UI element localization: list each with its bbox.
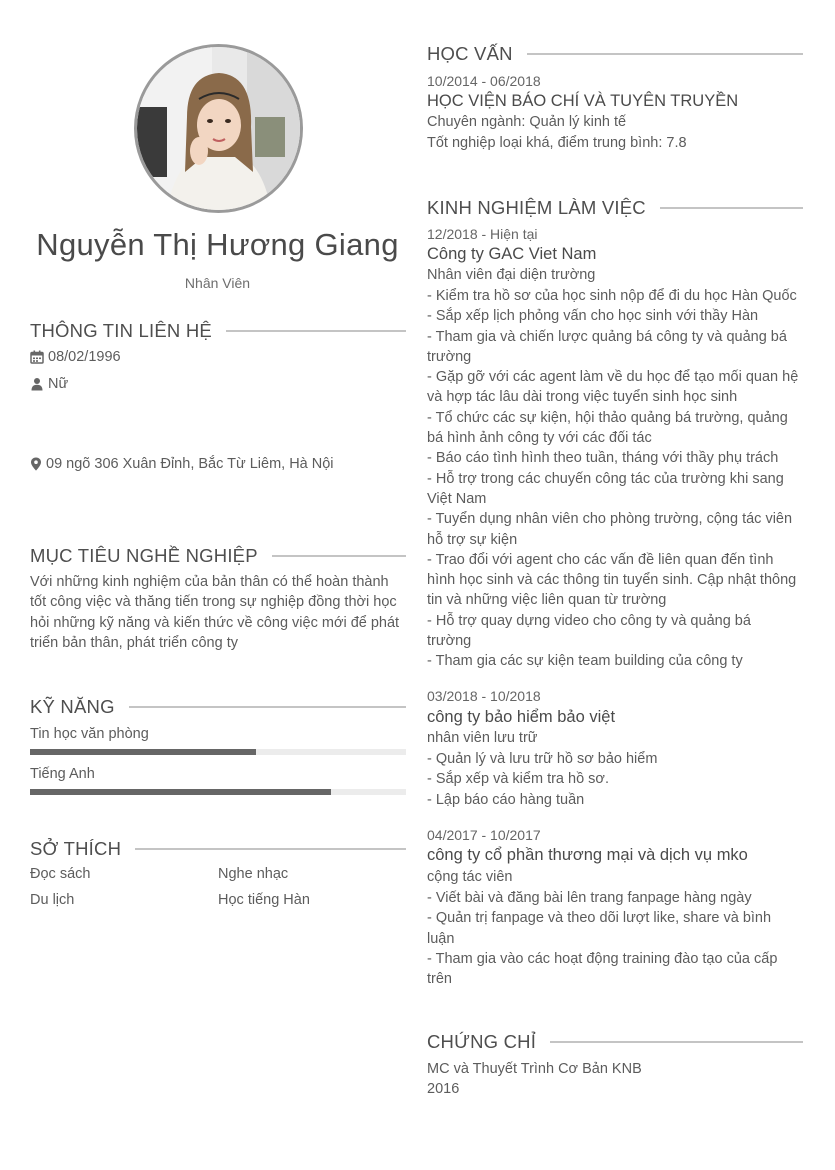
job-period: 12/2018 - Hiện tại (427, 226, 538, 242)
objective-line: tốt công việc và thăng tiến trong sự nghiệp đồng thời học (30, 594, 397, 611)
skill-bar-fill (30, 789, 331, 795)
contact-section-title: THÔNG TIN LIÊN HỆ (30, 320, 212, 341)
hobby-item: Đọc sách (30, 866, 91, 882)
job-duty-line: trường (427, 348, 472, 365)
job-company: Công ty GAC Viet Nam (427, 245, 597, 263)
job-duty-line: - Tham gia các sự kiện team building của công ty (427, 653, 743, 670)
objective-line: triển bản thân, phát triển công ty (30, 634, 238, 651)
job-duties (427, 749, 807, 810)
job-duty-line: hỗ trợ sự kiện (427, 531, 518, 548)
skill-name: Tin học văn phòng (30, 726, 149, 742)
gender-row (30, 376, 68, 392)
skills-section-title: KỸ NĂNG (30, 696, 115, 717)
job-position: Nhân viên đại diện trường (427, 267, 596, 283)
profile-name: Nguyễn Thị Hương Giang (36, 227, 399, 262)
job-duty-line: - Quản lý và lưu trữ hồ sơ bảo hiểm (427, 751, 658, 767)
hobbies-section-title: SỞ THÍCH (30, 838, 122, 859)
divider (135, 848, 406, 850)
experience-section-title: KINH NGHIỆM LÀM VIỆC (427, 197, 646, 218)
education-section-header (427, 43, 803, 65)
education-grade: Tốt nghiệp loại khá, điểm trung bình: 7.8 (427, 135, 687, 151)
job-company: công ty bảo hiểm bảo việt (427, 708, 616, 726)
job-duty-line: trường (427, 633, 472, 650)
certificate-year: 2016 (427, 1081, 460, 1097)
job-duty-line: hình học sinh và các thông tin tuyển sinh. Cập nhật thông (427, 572, 797, 589)
job-duty-line: tin và những việc liên quan từ trường (427, 592, 667, 609)
profile-photo (137, 47, 300, 210)
job-period: 04/2017 - 10/2017 (427, 827, 541, 843)
job-duty-line: - Tham gia và chiến lược quảng bá công ty và quảng bá (427, 328, 787, 345)
hobby-item: Du lịch (30, 892, 75, 908)
address-row (30, 456, 334, 472)
avatar (134, 44, 303, 213)
job-duty-line: - Tổ chức các sự kiện, hội thảo quảng bá trường, quảng (427, 409, 788, 426)
objective-text (30, 572, 425, 653)
divider (527, 53, 803, 55)
job-duty-line: và hợp tác lâu dài trong việc tuyển sinh học sinh (427, 389, 738, 406)
divider (550, 1041, 803, 1043)
job-duty-line: - Viết bài và đăng bài lên trang fanpage hàng ngày (427, 890, 752, 906)
skill-bar (30, 749, 406, 755)
certificates-section-header (427, 1031, 803, 1053)
calendar-icon (30, 350, 44, 364)
objective-line: Với những kinh nghiệm của bản thân có thể hoàn thành (30, 574, 389, 590)
job-duty-line: - Quản trị fanpage và theo dõi lượt like, share và bình (427, 910, 772, 927)
job-position: cộng tác viên (427, 869, 513, 885)
job-duty-line: - Hỗ trợ quay dựng video cho công ty và quảng bá (427, 612, 751, 629)
skill-bar (30, 789, 406, 795)
job-duties (427, 888, 807, 989)
job-duty-line: trên (427, 971, 452, 988)
objective-line: hỏi những kỹ năng và kiến thức về công việc mới để phát (30, 614, 400, 631)
birthday-row (30, 349, 121, 365)
user-icon (30, 377, 44, 391)
job-position: nhân viên lưu trữ (427, 730, 538, 746)
divider (660, 207, 803, 209)
skills-section-header (30, 696, 406, 718)
hobbies-section-header (30, 838, 406, 860)
job-duty-line: - Trao đổi với agent cho các vấn đề liên quan đến tình (427, 551, 774, 568)
experience-section-header (427, 197, 803, 219)
profile-role: Nhân Viên (184, 275, 251, 291)
job-duty-line: Việt Nam (427, 490, 487, 507)
certificate-name: MC và Thuyết Trình Cơ Bản KNB (427, 1061, 642, 1077)
job-period: 03/2018 - 10/2018 (427, 688, 541, 704)
job-duty-line: - Kiểm tra hồ sơ của học sinh nộp để đi du học Hàn Quốc (427, 288, 797, 304)
education-major: Chuyên ngành: Quản lý kinh tế (427, 114, 627, 130)
address-value: 09 ngõ 306 Xuân Đỉnh, Bắc Từ Liêm, Hà Nội (46, 456, 334, 472)
job-duty-line: luận (427, 930, 455, 947)
job-duty-line: - Sắp xếp lịch phỏng vấn cho học sinh với thầy Hàn (427, 308, 759, 325)
divider (226, 330, 406, 332)
education-school: HỌC VIỆN BÁO CHÍ VÀ TUYÊN TRUYỀN (427, 92, 739, 110)
job-duty-line: bá hình ảnh công ty với các đối tác (427, 430, 652, 447)
map-marker-icon (30, 457, 42, 471)
job-duty-line: - Gặp gỡ với các agent làm về du học để tạo mối quan hệ (427, 369, 799, 386)
skill-name: Tiếng Anh (30, 766, 95, 782)
job-duty-line: - Báo cáo tình hình theo tuần, tháng với thầy phụ trách (427, 450, 779, 467)
hobby-item: Học tiếng Hàn (218, 892, 310, 908)
education-period: 10/2014 - 06/2018 (427, 73, 541, 89)
objective-section-header (30, 545, 406, 567)
contact-section-header (30, 320, 406, 342)
skill-bar-fill (30, 749, 256, 755)
job-duty-line: - Lập báo cáo hàng tuần (427, 791, 585, 808)
divider (129, 706, 406, 708)
job-company: công ty cổ phần thương mại và dịch vụ mko (427, 846, 748, 864)
gender-value: Nữ (48, 376, 69, 392)
objective-section-title: MỤC TIÊU NGHỀ NGHIỆP (30, 545, 258, 566)
job-duty-line: - Hỗ trợ trong các chuyến công tác của trường khi sang (427, 470, 784, 487)
hobby-item: Nghe nhạc (218, 866, 289, 882)
job-duty-line: - Tuyển dụng nhân viên cho phòng trường, cộng tác viên (427, 511, 793, 528)
certificates-section-title: CHỨNG CHỈ (427, 1031, 537, 1052)
job-duty-line: - Tham gia vào các hoạt động training đào tạo của cấp (427, 950, 778, 967)
job-duties (427, 286, 807, 672)
education-section-title: HỌC VẤN (427, 43, 513, 64)
job-duty-line: - Sắp xếp và kiểm tra hồ sơ. (427, 771, 609, 788)
divider (272, 555, 406, 557)
birthday-value: 08/02/1996 (48, 349, 121, 365)
